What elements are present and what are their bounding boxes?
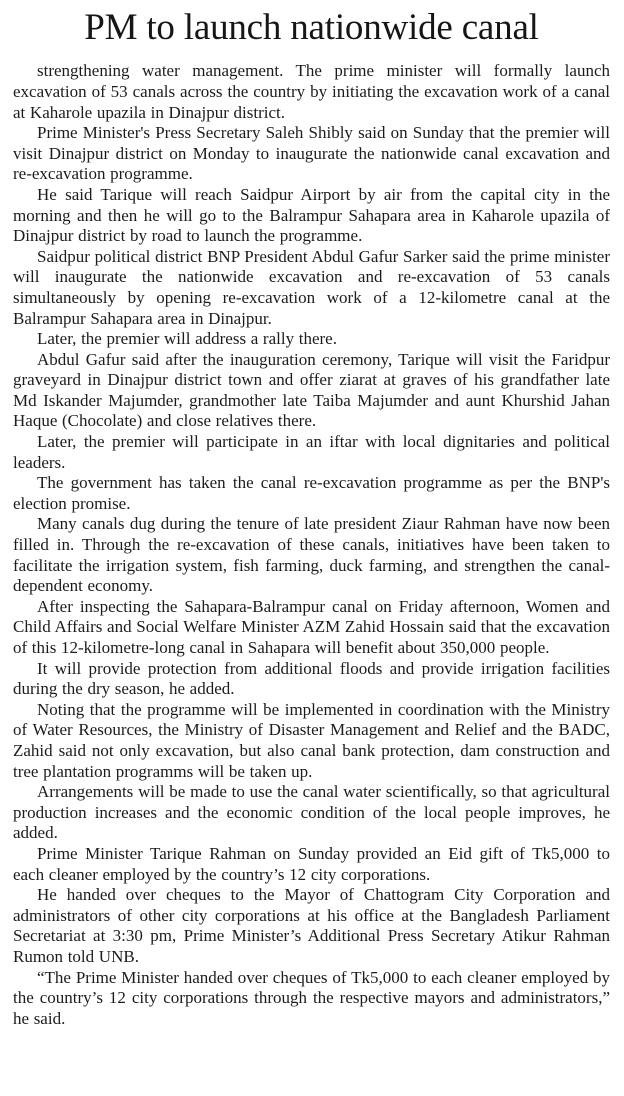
article-paragraph: Abdul Gafur said after the inauguration ceremony, Tarique will visit the Faridpur graveyard in Dinajpur district town and offer ziarat at graves of his grandfather late Md Iskander Majumder, grandmother late Taiba Majumder and aunt Khurshid Jahan Haque (Chocolate) and close relatives there. (13, 349, 610, 431)
article-paragraph: He handed over cheques to the Mayor of Chattogram City Corporation and administrators of other city corporations at his office at the Bangladesh Parliament Secretariat at 3:30 pm, Prime Minister’s Additional Press Secretary Atikur Rahman Rumon told UNB. (13, 885, 610, 966)
article-paragraph: Many canals dug during the tenure of late president Ziaur Rahman have now been filled in. Through the re-excavation of these canals, initiatives have been taken to facilitate the irrigation system, fish farming, duck farming, and strengthen the canal-dependent economy. (13, 514, 610, 596)
article-paragraph: “The Prime Minister handed over cheques of Tk5,000 to each cleaner employed by the country’s 12 city corporations through the respective mayors and administrators,” he said. (13, 967, 610, 1028)
article-paragraph: He said Tarique will reach Saidpur Airport by air from the capital city in the morning and then he will go to the Balrampur Sahapara area in Kaharole upazila of Dinajpur district by road to launch the programme. (13, 184, 610, 246)
article-paragraph: strengthening water management. The prime minister will formally launch excavation of 53 canals across the country by initiating the excavation work of a canal at Kaharole upazila in Dinajpur district. (13, 61, 610, 122)
article-paragraph: After inspecting the Sahapara-Balrampur canal on Friday afternoon, Women and Child Affairs and Social Welfare Minister AZM Zahid Hossain said that the excavation of this 12-kilometre-long canal in Sahapara will benefit about 350,000 people. (13, 596, 610, 658)
article-paragraph: Later, the premier will participate in an iftar with local dignitaries and political leaders. (13, 432, 610, 472)
article-paragraph: Prime Minister's Press Secretary Saleh Shibly said on Sunday that the premier will visit Dinajpur district on Monday to inaugurate the nationwide canal excavation and re-excavation programme. (13, 123, 610, 184)
article-body (13, 61, 610, 1029)
article-paragraph: Arrangements will be made to use the canal water scientifically, so that agricultural production increases and the economic condition of the local people improves, he added. (13, 782, 610, 843)
article-paragraph: Saidpur political district BNP President Abdul Gafur Sarker said the prime minister will inaugurate the nationwide excavation and re-excavation of 53 canals simultaneously by opening re-excavation work of a 12-kilometre canal at the Balrampur Sahapara area in Dinajpur. (13, 246, 610, 328)
article-title: PM to launch nationwide canal (84, 7, 539, 48)
article-paragraph: Prime Minister Tarique Rahman on Sunday provided an Eid gift of Tk5,000 to each cleaner employed by the country’s 12 city corporations. (13, 843, 610, 884)
article-paragraph: Later, the premier will address a rally there. (37, 329, 337, 349)
article-paragraph: The government has taken the canal re-excavation programme as per the BNP's election promise. (13, 473, 610, 513)
article-paragraph: Noting that the programme will be implemented in coordination with the Ministry of Water Resources, the Ministry of Disaster Management and Relief and the BADC, Zahid said not only excavation, but also canal bank protection, dam construction and tree plantation programms will be taken up. (13, 699, 610, 781)
article-paragraph: It will provide protection from additional floods and provide irrigation facilities during the dry season, he added. (13, 658, 610, 699)
